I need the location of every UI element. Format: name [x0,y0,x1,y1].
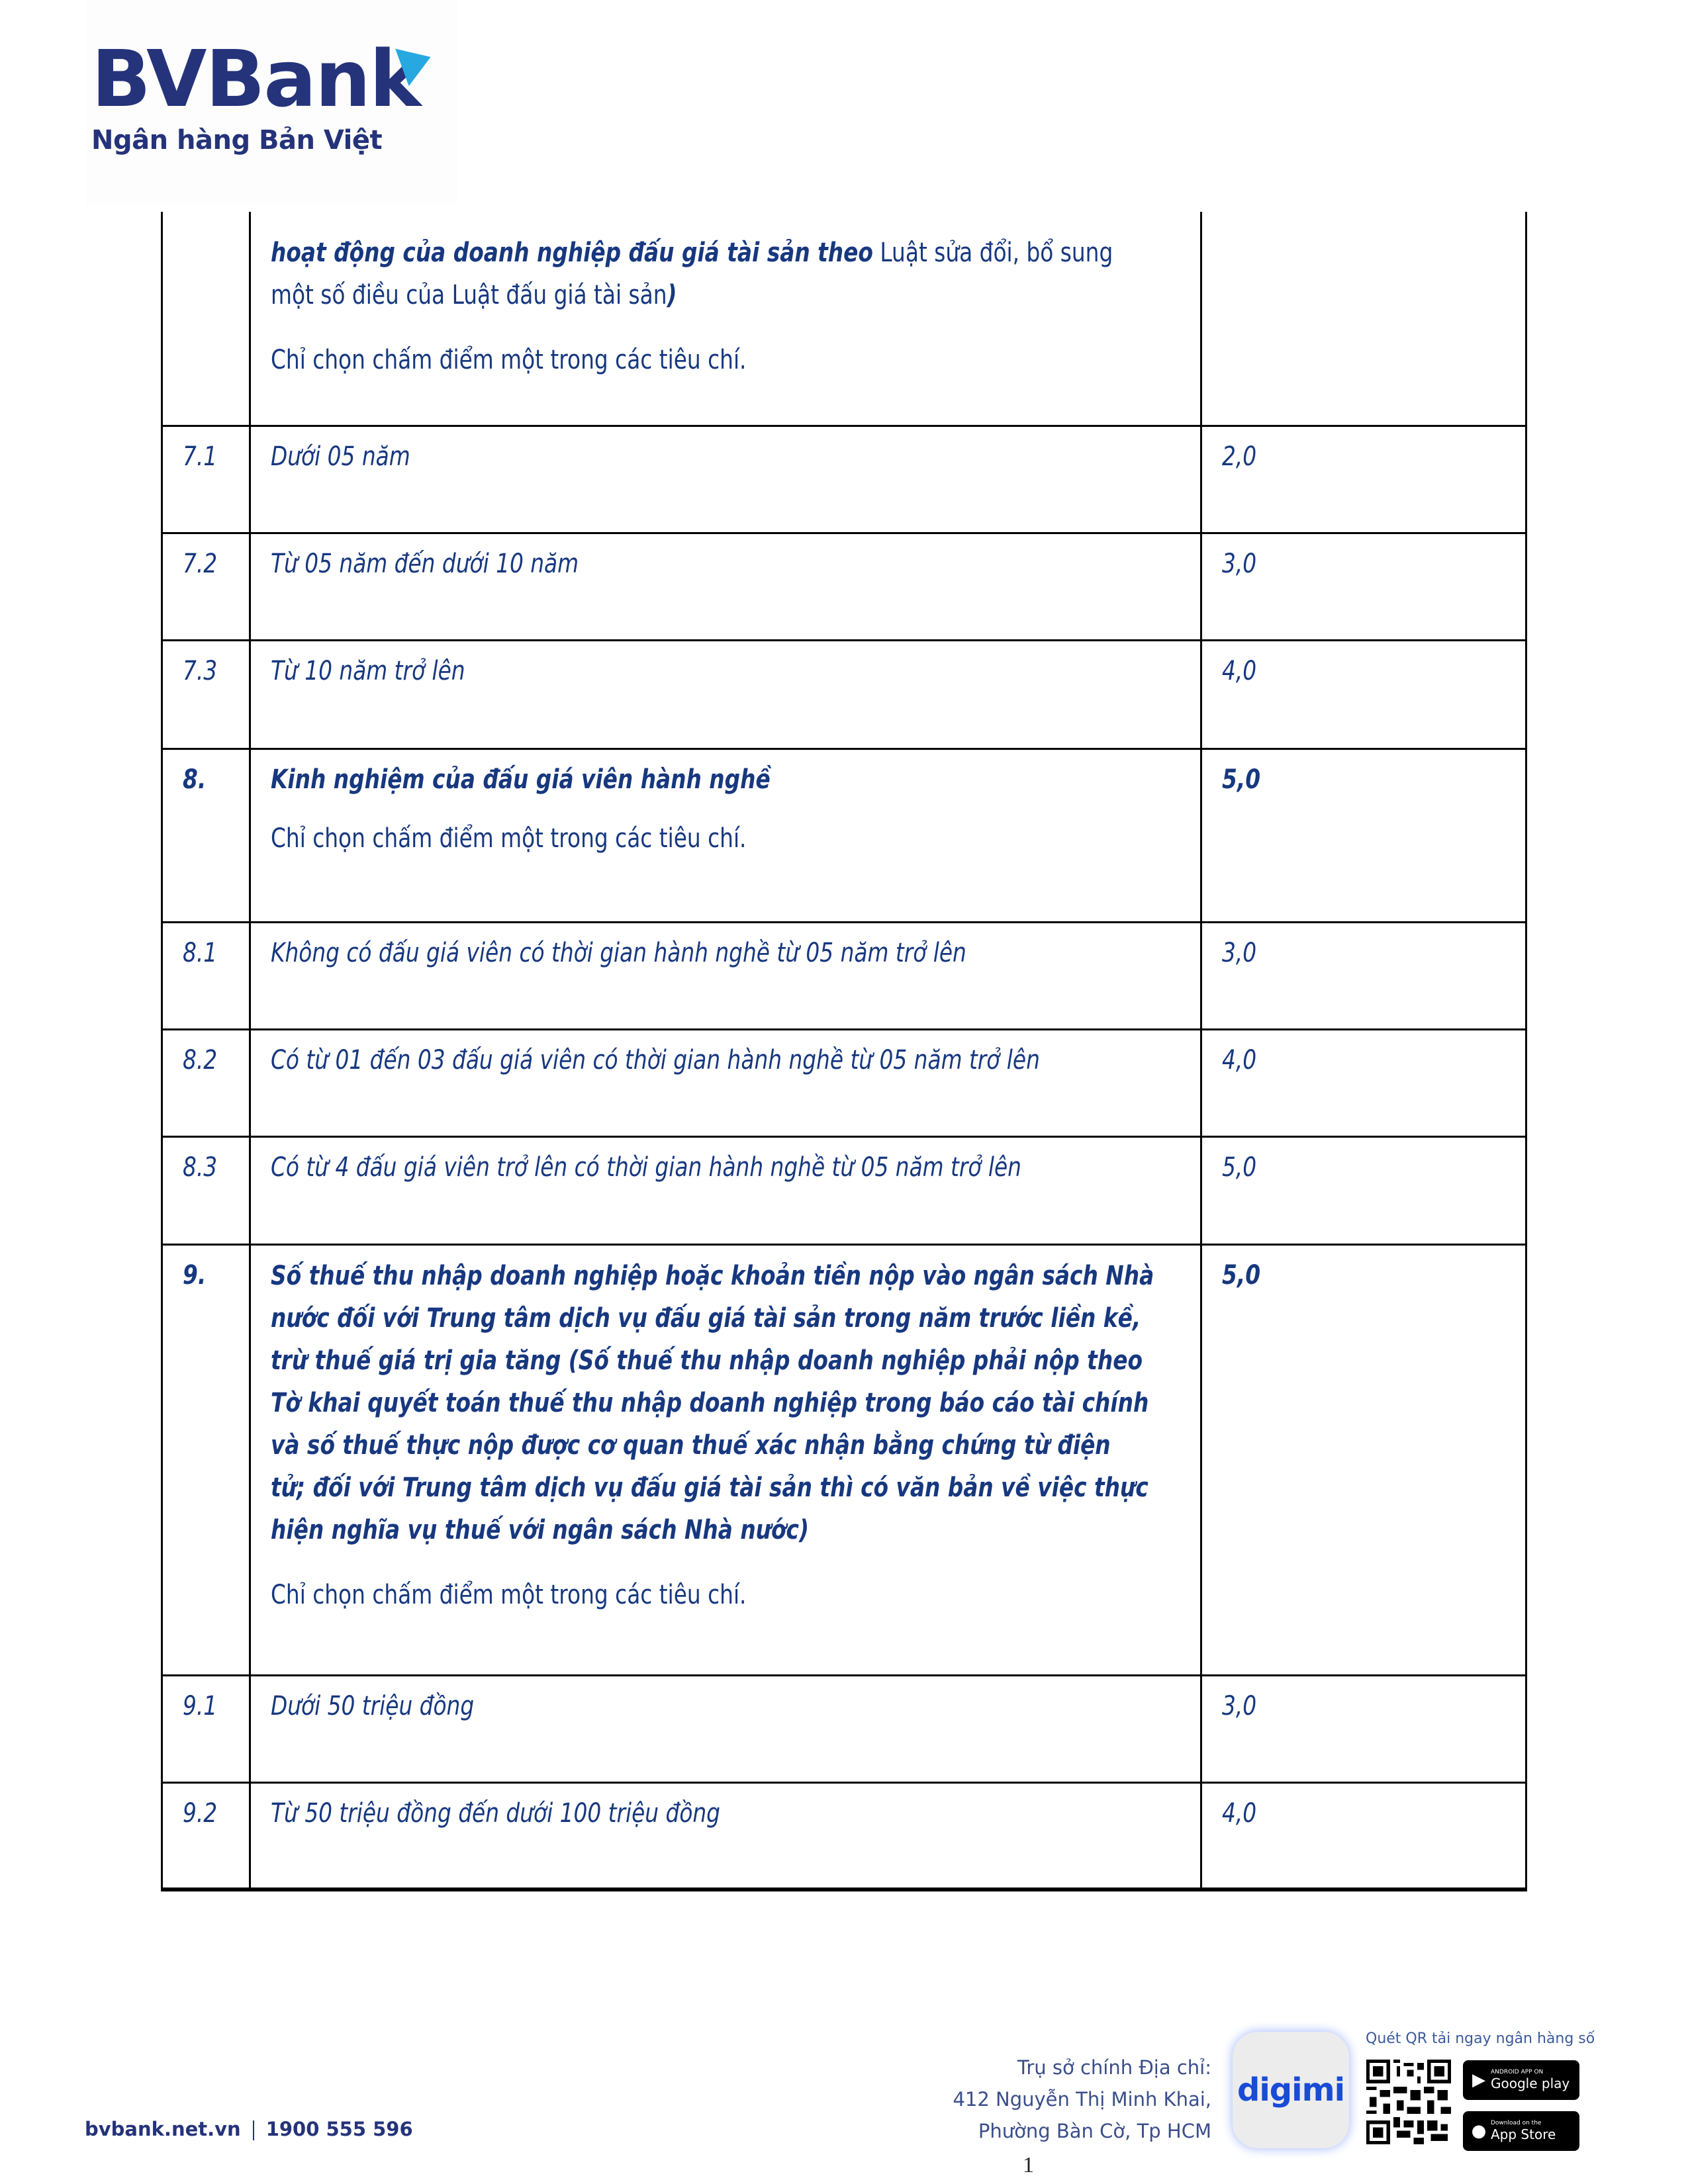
hotline: 1900 555 596 [265,2118,413,2140]
criteria-table [161,212,1527,1891]
row-number: 8.3 [183,1152,218,1183]
row-score: 4,0 [1222,1797,1257,1829]
google-play-badge[interactable] [1463,2060,1579,2100]
table-row [162,426,1526,533]
row-description: Không có đấu giá viên có thời gian hành nghề từ 05 năm trở lên [271,937,966,968]
table-row [162,1675,1526,1782]
selection-note: Chỉ chọn chấm điểm một trong các tiêu chí. [271,823,747,854]
continuation-text: Luật sửa đổi, bổ sung [872,238,1113,268]
section-title: Kinh nghiệm của đấu giá viên hành nghề [271,764,771,795]
row-description: Từ 50 triệu đồng đến dưới 100 triệu đồng [271,1797,720,1829]
section-score: 5,0 [1222,764,1261,795]
table-row [162,212,1526,426]
section-title-line: hiện nghĩa vụ thuế với ngân sách Nhà nước) [271,1514,809,1545]
section-title-line: trừ thuế giá trị gia tăng (Số thuế thu nhập doanh nghiệp phải nộp theo [271,1345,1143,1376]
row-number: 7.1 [183,441,218,472]
table-row [162,922,1526,1029]
row-number: 7.2 [183,548,218,579]
app-store-badge[interactable] [1463,2111,1579,2151]
section-title-line: nước đối với Trung tâm dịch vụ đấu giá tài sản trong năm trước liền kề, [271,1302,1141,1334]
apple-icon: ● [1471,2121,1487,2141]
row-score: 2,0 [1222,441,1257,472]
app-store-text: App Store [1491,2126,1556,2142]
digimi-logo-text: digimi [1237,2071,1345,2109]
section-number: 9. [183,1259,207,1291]
selection-note: Chỉ chọn chấm điểm một trong các tiêu chí. [271,345,747,375]
digimi-app-icon [1233,2032,1349,2148]
address-line-2: Phường Bàn Cờ, Tp HCM [978,2120,1211,2142]
row-number: 9.1 [183,1690,218,1721]
table-row [162,1782,1526,1889]
table-row-section-9 [162,1244,1526,1675]
row-number: 7.3 [183,655,218,686]
row-description: Có từ 4 đấu giá viên trở lên có thời gian hành nghề từ 05 năm trở lên [271,1152,1021,1183]
row-description: Dưới 05 năm [271,441,410,472]
app-store-small-text: Download on the [1491,2120,1542,2127]
num-cell [162,212,250,426]
continuation-close: ) [667,280,677,310]
section-score: 5,0 [1222,1259,1261,1291]
row-score: 4,0 [1222,655,1257,686]
continuation-bold-text: hoạt động của doanh nghiệp đấu giá tài sản theo [271,238,873,268]
section-title-line: Số thuế thu nhập doanh nghiệp hoặc khoản tiền nộp vào ngân sách Nhà [271,1260,1154,1291]
qr-caption: Quét QR tải ngay ngân hàng số [1366,2030,1595,2047]
address-label: Trụ sở chính Địa chỉ: [1017,2056,1211,2079]
google-play-text: Google play [1491,2075,1570,2091]
google-play-small-text: ANDROID APP ON [1491,2069,1544,2076]
qr-code-icon [1366,2058,1451,2146]
row-description: Có từ 01 đến 03 đấu giá viên có thời gian hành nghề từ 05 năm trở lên [271,1044,1040,1075]
head-office-address [953,2052,1211,2147]
bvbank-logo [91,33,462,172]
desc-cell [250,212,1201,426]
table-row [162,1029,1526,1136]
continuation-text-2: một số điều của Luật đấu giá tài sản [271,280,667,310]
page-number: 1 [1023,2153,1034,2177]
row-score: 4,0 [1222,1044,1257,1075]
section-title-line: tử; đối với Trung tâm dịch vụ đấu giá tài sản thì có văn bản về việc thực [271,1472,1149,1503]
logo-wordmark: BVBank [91,33,420,124]
table-row [162,640,1526,749]
row-description: Từ 10 năm trở lên [271,655,465,686]
row-number: 9.2 [183,1797,218,1829]
section-title-line: Tờ khai quyết toán thuế thu nhập doanh nghiệp trong báo cáo tài chính [271,1387,1149,1418]
score-cell [1201,212,1526,426]
logo-subtitle: Ngân hàng Bản Việt [91,125,383,156]
row-score: 5,0 [1222,1152,1257,1183]
divider [253,2120,254,2140]
website-link[interactable]: bvbank.net.vn [85,2118,241,2140]
section-title-line: và số thuế thực nộp được cơ quan thuế xác nhận bằng chứng từ điện [271,1430,1111,1461]
section-number: 8. [183,764,207,795]
address-line-1: 412 Nguyễn Thị Minh Khai, [953,2088,1211,2111]
row-number: 8.2 [183,1044,218,1075]
row-number: 8.1 [183,937,218,968]
selection-note: Chỉ chọn chấm điểm một trong các tiêu chí. [271,1579,747,1610]
footer-contact [85,2118,413,2140]
row-description: Từ 05 năm đến dưới 10 năm [271,548,579,579]
row-score: 3,0 [1222,937,1257,968]
table-row-section-8 [162,749,1526,922]
table-row [162,1136,1526,1244]
play-store-icon: ▶ [1472,2070,1485,2090]
row-score: 3,0 [1222,1690,1257,1721]
row-score: 3,0 [1222,548,1257,579]
row-description: Dưới 50 triệu đồng [271,1690,475,1721]
table-row [162,533,1526,640]
